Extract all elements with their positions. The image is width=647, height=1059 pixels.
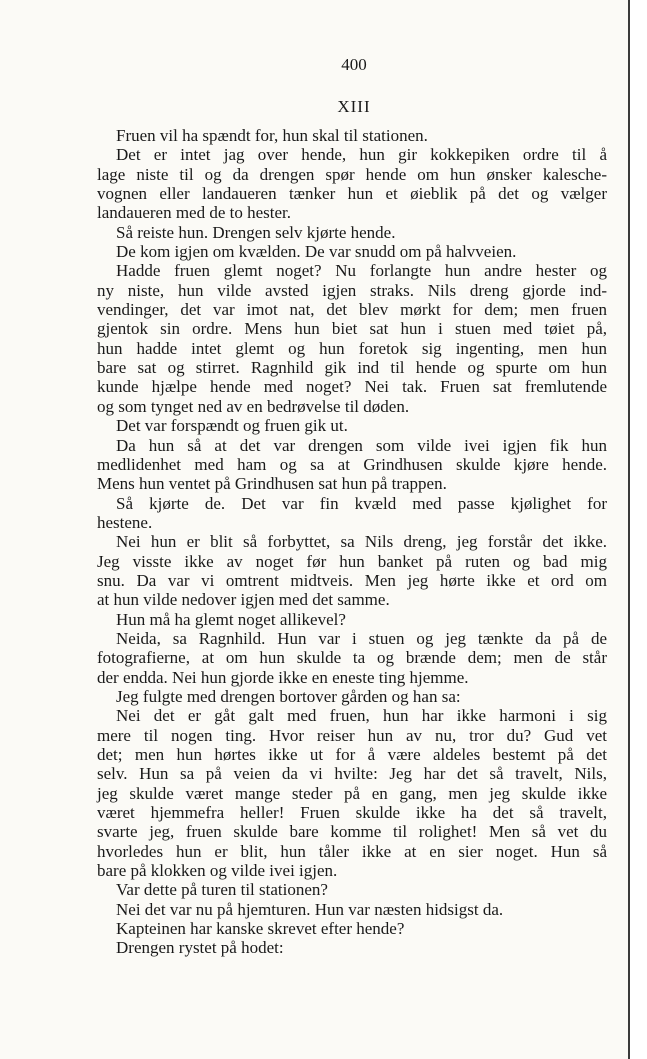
text-line: snu. Da var vi omtrent midtveis. Men jeg hørte ikke et ord om — [97, 570, 607, 590]
text-line: og som tynget ned av en bedrøvelse til døden. — [97, 396, 410, 416]
text-line: hestene. — [97, 512, 153, 532]
text-line: Jeg fulgte med drengen bortover gården og han sa: — [116, 686, 461, 706]
text-line: der endda. Nei hun gjorde ikke en eneste ting hjemme. — [97, 667, 469, 687]
text-line: landaueren med de to hester. — [97, 203, 292, 223]
text-line: Mens hun ventet på Grindhusen sat hun på trappen. — [97, 474, 447, 494]
text-line: fotografierne, at om hun skulde ta og brænde dem; men de står — [97, 648, 607, 668]
text-line: Var dette på turen til stationen? — [116, 880, 328, 900]
text-line: lage niste til og da drengen spør hende om hun ønsker kalesche- — [97, 164, 607, 184]
text-line: gjentok sin ordre. Mens hun biet sat hun i stuen med tøiet på, — [97, 319, 607, 339]
text-line: Hun må ha glemt noget allikevel? — [116, 609, 346, 629]
text-line: Nei det er gåt galt med fruen, hun har ikke harmoni i sig — [116, 706, 607, 726]
text-line: Jeg visste ikke av noget før hun banket på ruten og bad mig — [97, 551, 607, 571]
text-line: Nei hun er blit så forbyttet, sa Nils dreng, jeg forstår det ikke. — [116, 532, 607, 552]
text-line: Hadde fruen glemt noget? Nu forlangte hun andre hester og — [116, 261, 607, 281]
text-line: kunde hjælpe hende med noget? Nei tak. Fruen sat fremlutende — [97, 377, 607, 397]
text-line: vognen eller landaueren tænker hun et øieblik på det og vælger — [97, 184, 607, 204]
text-line: mere til nogen ting. Hvor reiser hun av nu, tror du? Gud vet — [97, 725, 607, 745]
text-line: Det er intet jag over hende, hun gir kokkepiken ordre til å — [116, 145, 607, 165]
text-line: Så kjørte de. Det var fin kvæld med passe kjølighet for — [116, 493, 607, 513]
text-line: Drengen rystet på hodet: — [116, 938, 284, 958]
text-line: Fruen vil ha spændt for, hun skal til stationen. — [116, 126, 428, 145]
text-line: Så reiste hun. Drengen selv kjørte hende. — [116, 222, 396, 242]
text-line: bare på klokken og vilde ivei igjen. — [97, 861, 338, 881]
text-line: selv. Hun sa på veien da vi hvilte: Jeg har det så travelt, Nils, — [97, 764, 607, 784]
chapter-heading: XIII — [337, 97, 371, 116]
text-line: svarte jeg, fruen skulde bare komme til rolighet! Men så vet du — [97, 822, 607, 842]
text-line: De kom igjen om kvælden. De var snudd om på halvveien. — [116, 242, 517, 262]
text-line: Neida, sa Ragnhild. Hun var i stuen og jeg tænkte da på de — [116, 628, 607, 648]
page-number: 400 — [341, 55, 367, 74]
text-line: hun hadde intet glemt og hun foretok sig ingenting, men hun — [97, 338, 607, 358]
text-line: Da hun så at det var drengen som vilde ivei igjen fik hun — [116, 435, 607, 455]
text-line: Det var forspændt og fruen gik ut. — [116, 416, 348, 436]
text-line: været hjemmefra heller! Fruen skulde ikke ha det så travelt, — [97, 803, 607, 823]
text-line: Nei det var nu på hjemturen. Hun var næsten hidsigst da. — [116, 899, 504, 919]
text-line: bare sat og stirret. Ragnhild gik ind til hende og spurte om hun — [97, 358, 607, 378]
text-line: det; men hun hørtes ikke ut for å være aldeles bestemt på det — [97, 745, 607, 764]
text-line: medlidenhet med ham og sa at Grindhusen skulde kjøre hende. — [97, 454, 607, 474]
text-line: Kapteinen har kanske skrevet efter hende? — [116, 919, 405, 939]
text-line: jeg skulde været mange steder på en gang, men jeg skulde ikke — [97, 783, 607, 803]
text-line: hvorledes hun er blit, hun tåler ikke at en sier noget. Hun så — [97, 841, 607, 861]
page-edge — [628, 0, 630, 1059]
text-line: at hun vilde nedover igjen med det samme. — [97, 590, 390, 610]
text-line: ny niste, hun vilde avsted igjen straks. Nils dreng gjorde ind- — [97, 280, 607, 300]
text-line: vendinger, det var imot nat, det blev mørkt for dem; men fruen — [97, 300, 607, 320]
body-text — [97, 126, 607, 958]
